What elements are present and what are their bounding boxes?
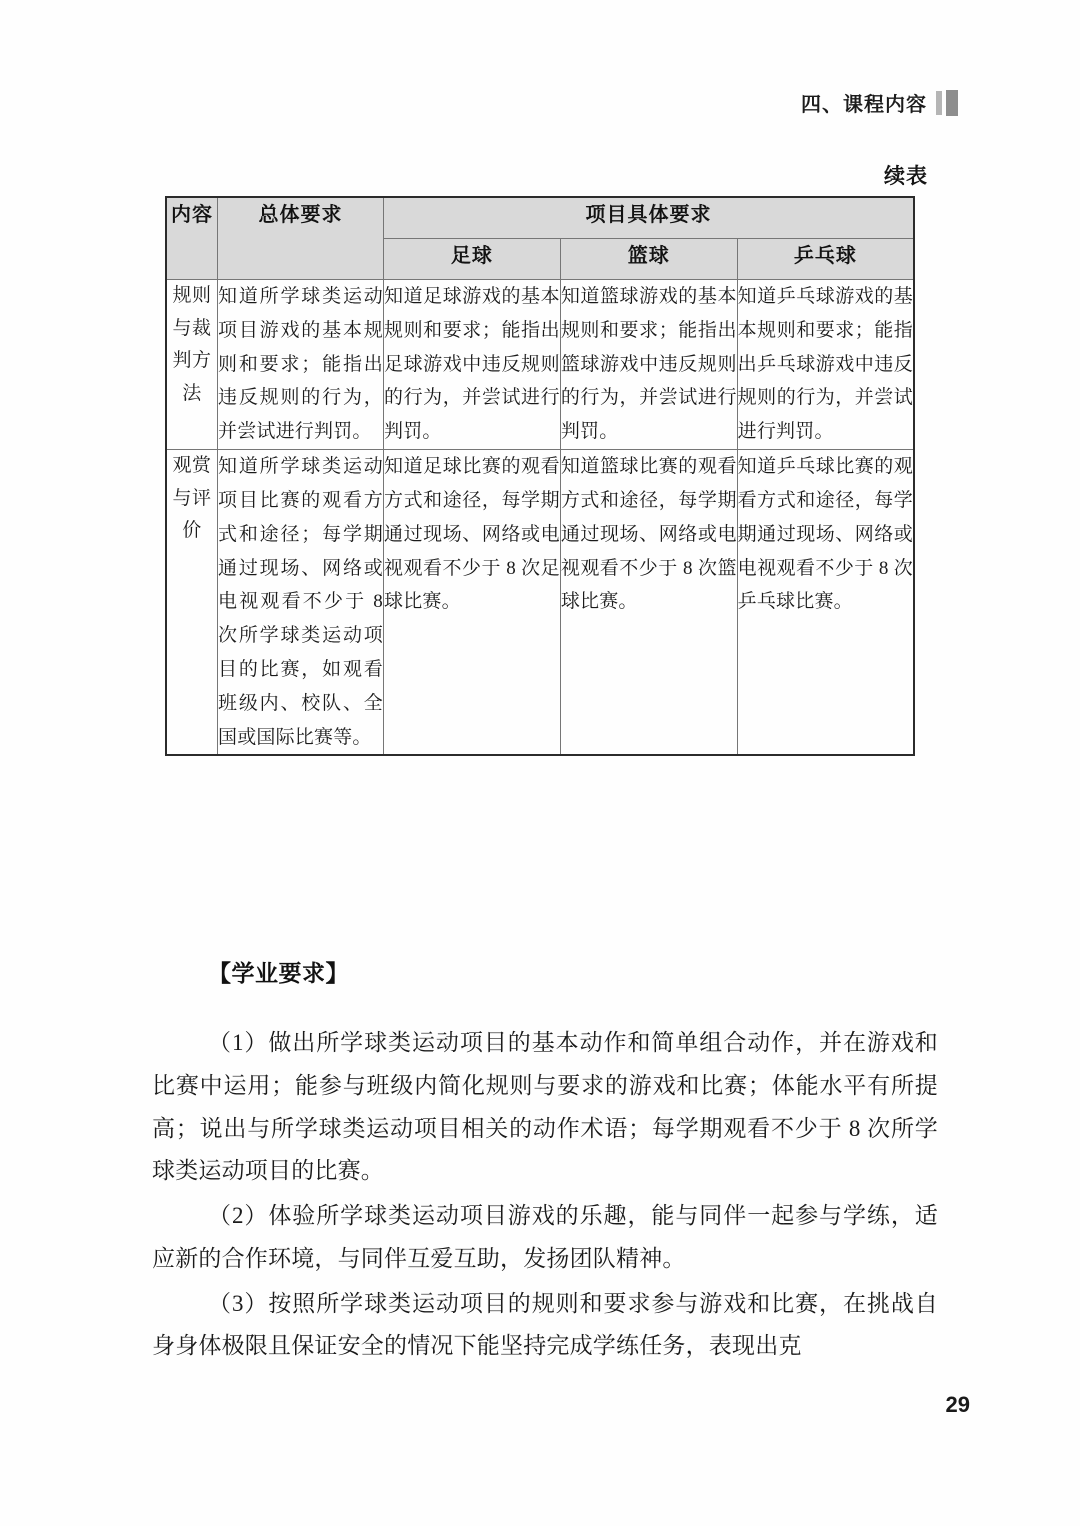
cell-rules-overall: 知道所学球类运动项目游戏的基本规则和要求；能指出违反规则的行为，并尝试进行判罚。 [218,280,384,450]
cell-appreciation-football: 知道足球比赛的观看方式和途径，每学期通过现场、网络或电视观看不少于 8 次足球比赛。 [384,450,561,756]
section-heading-academic-requirements: 【学业要求】 [208,960,349,986]
table-row [166,450,914,756]
cell-rules-basketball: 知道篮球游戏的基本规则和要求；能指出篮球游戏中违反规则的行为，并尝试进行判罚。 [560,280,737,450]
cell-rules-table-tennis: 知道乒乓球游戏的基本规则和要求；能指出乒乓球游戏中违反规则的行为，并尝试进行判罚。 [737,280,914,450]
table-head [166,197,914,280]
paragraph-2: （2）体验所学球类运动项目游戏的乐趣，能与同伴一起参与学练，适应新的合作环境，与同伴互爱互助，发扬团队精神。 [152,1203,938,1271]
cell-appreciation-table-tennis: 知道乒乓球比赛的观看方式和途径，每学期通过现场、网络或电视观看不少于 8 次乒乓球比赛。 [737,450,914,756]
header-bar-thick-icon [946,90,958,116]
content-table-wrapper [165,196,915,756]
body-copy [152,1022,938,1370]
table-continued-caption: 续表 [884,165,928,188]
table-row [166,280,914,450]
chapter-label: 四、课程内容 [801,94,927,116]
paragraph-1: （1）做出所学球类运动项目的基本动作和简单组合动作，并在游戏和比赛中运用；能参与班级内简化规则与要求的游戏和比赛；体能水平有所提高；说出与所学球类运动项目相关的动作术语；每学期观看不少于 8 次所学球类运动项目的比赛。 [152,1030,938,1184]
table-body [166,280,914,756]
header-sub-table-tennis: 乒乓球 [737,239,914,280]
cell-appreciation-basketball: 知道篮球比赛的观看方式和途径，每学期通过现场、网络或电视观看不少于 8 次篮球比赛。 [560,450,737,756]
header-sub-football: 足球 [384,239,561,280]
cell-rules-football: 知道足球游戏的基本规则和要求；能指出足球游戏中违反规则的行为，并尝试进行判罚。 [384,280,561,450]
header-bar-marks-icon [936,90,958,116]
paragraph-3: （3）按照所学球类运动项目的规则和要求参与游戏和比赛，在挑战自身身体极限且保证安全的情况下能坚持完成学练任务，表现出克 [152,1290,938,1359]
table-header-row-top [166,197,914,239]
cell-appreciation-overall: 知道所学球类运动项目比赛的观看方式和途径；每学期通过现场、网络或电视观看不少于 8 次所学球类运动项目的比赛，如观看班级内、校队、全国或国际比赛等。 [218,450,384,756]
course-content-table [165,196,915,756]
header-content: 内容 [166,197,218,280]
running-header [801,88,958,117]
header-bar-thin-icon [936,91,942,115]
row-label-rules: 规则与裁判方法 [166,280,218,450]
page-number: 29 [945,1392,970,1417]
header-overall-requirement: 总体要求 [218,197,384,280]
header-project-specific: 项目具体要求 [384,197,915,239]
header-sub-basketball: 篮球 [560,239,737,280]
row-label-appreciation: 观赏与评价 [166,450,218,756]
